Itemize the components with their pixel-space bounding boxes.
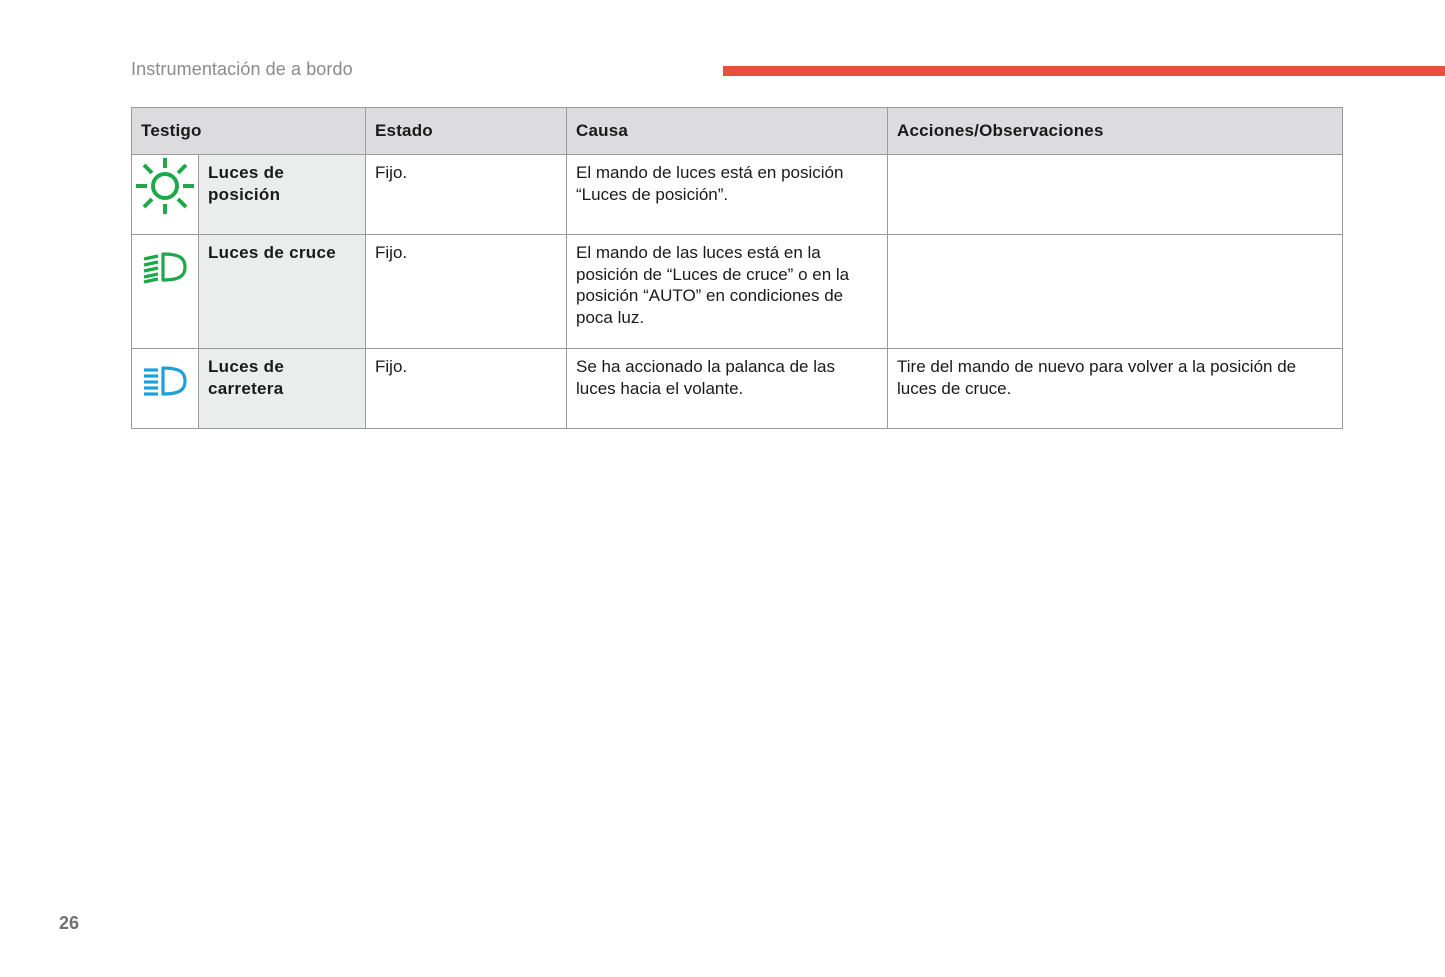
- section-title: Instrumentación de a bordo: [131, 59, 353, 79]
- causa-cell: [567, 349, 888, 429]
- page-number: 26: [59, 913, 80, 933]
- estado-cell: [366, 349, 567, 429]
- indicator-name-text: Luces de posición: [208, 163, 285, 204]
- indicator-icon-cell: [132, 349, 199, 429]
- indicator-name: [199, 155, 366, 235]
- main-beam-icon: [141, 364, 189, 398]
- acciones-cell: [888, 235, 1343, 349]
- header-accent-bar: [723, 66, 1445, 76]
- sidelights-icon: [133, 155, 197, 215]
- acciones-cell: [888, 155, 1343, 235]
- column-header-testigo: Testigo: [132, 108, 366, 155]
- indicator-icon-cell: [132, 155, 199, 235]
- indicator-icon-cell: [132, 235, 199, 349]
- dipped-beam-icon: [141, 250, 189, 284]
- indicator-name-text: Luces de carretera: [208, 357, 285, 398]
- estado-cell: [366, 235, 567, 349]
- acciones-cell: [888, 349, 1343, 429]
- table-row: [132, 155, 1343, 235]
- causa-text: Se ha accionado la palanca de las luces hacia el volante.: [576, 357, 835, 398]
- indicator-name-text: Luces de cruce: [208, 243, 336, 262]
- table-row: [132, 349, 1343, 429]
- warning-lights-table: [131, 107, 1343, 429]
- column-header-acciones: Acciones/Observaciones: [888, 108, 1343, 155]
- indicator-name: [199, 235, 366, 349]
- causa-cell: [567, 155, 888, 235]
- causa-cell: [567, 235, 888, 349]
- indicator-name: [199, 349, 366, 429]
- table-row: [132, 235, 1343, 349]
- causa-text: El mando de las luces está en la posición de “Luces de cruce” o en la posición “AUTO” en condiciones de poca luz.: [576, 243, 850, 327]
- acciones-text: [888, 235, 1342, 250]
- column-header-estado: Estado: [366, 108, 567, 155]
- estado-text: Fijo.: [375, 243, 408, 262]
- table-header-row: [132, 108, 1343, 155]
- column-header-causa: Causa: [567, 108, 888, 155]
- acciones-text: Tire del mando de nuevo para volver a la posición de luces de cruce.: [897, 357, 1297, 398]
- estado-cell: [366, 155, 567, 235]
- acciones-text: [888, 155, 1342, 170]
- estado-text: Fijo.: [375, 357, 408, 376]
- causa-text: El mando de luces está en posición “Luces de posición”.: [576, 163, 844, 204]
- estado-text: Fijo.: [375, 163, 408, 182]
